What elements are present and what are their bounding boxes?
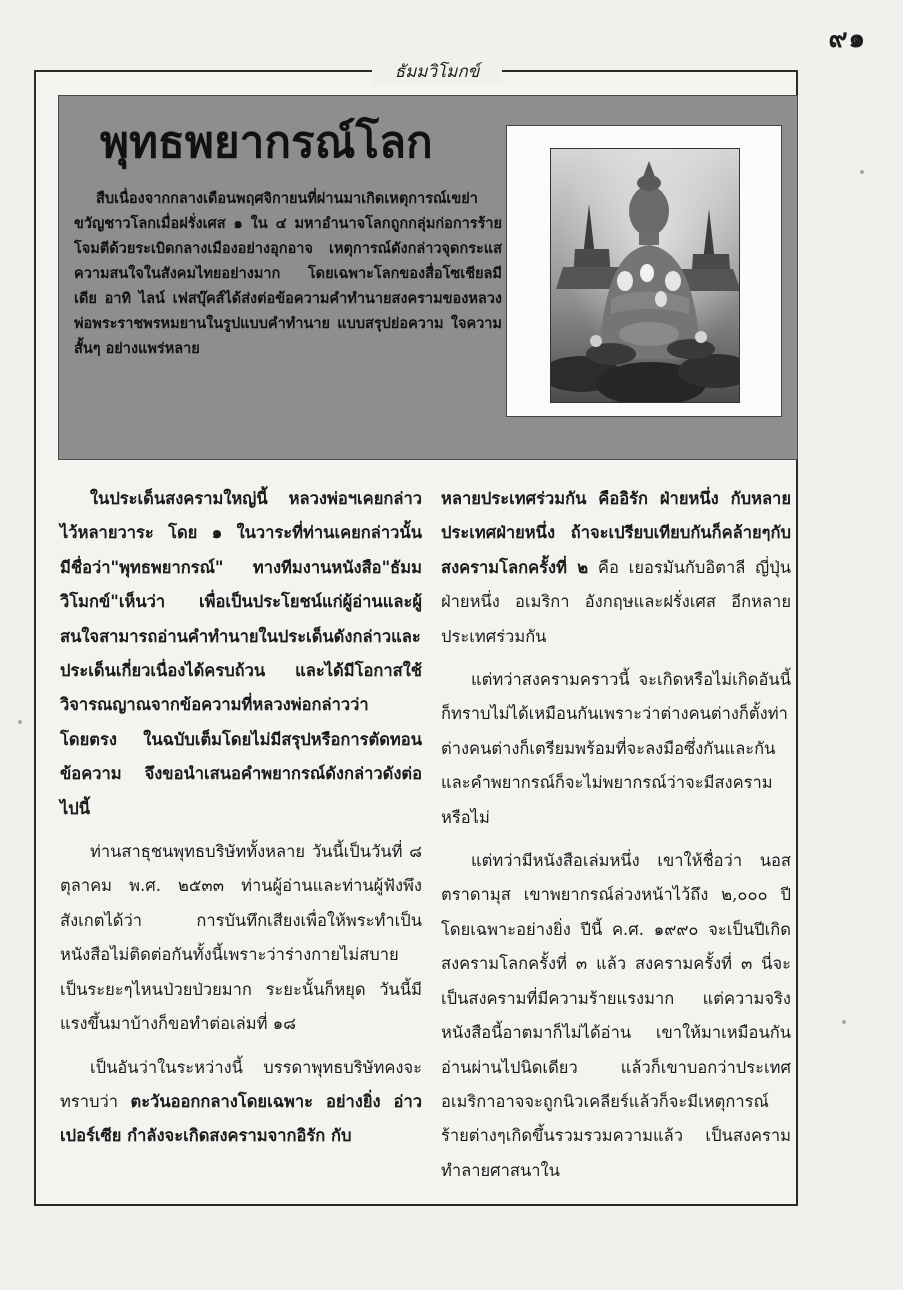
buddha-statue-illustration	[551, 149, 740, 403]
paragraph-middle-east-bold: ตะวันออกกลางโดยเฉพาะ อย่างยิ่ง อ่าวเปอร์เซีย กำลังจะเกิดสงครามจากอิรัก กับ	[60, 1091, 422, 1146]
running-head: ธัมมวิโมกข์	[372, 58, 502, 85]
paragraph-nostradamus: แต่ทว่ามีหนังสือเล่มหนึ่ง เขาให้ชื่อว่า นอสตราดามุส เขาพยากรณ์ล่วงหน้าไว้ถึง ๒,๐๐๐ ปี โดยเฉพาะอย่างยิ่ง ปีนี้ ค.ศ. ๑๙๙๐ จะเป็นปีเกิด สงครามโลกครั้งที่ ๓ แล้ว สงครามครั้งที่ ๓ นี่จะเป็นสงครามที่มีความร้ายแรงมาก แต่ความจริงหนังสือนี้อาตมาก็ไม่ได้อ่าน เขาให้มาเหมือนกัน อ่านผ่านไปนิดเดียว แล้วก็เขาบอกว่าประเทศอเมริกาอาจจะถูกนิวเคลียร์แล้วก็จะมีเหตุการณ์ร้ายต่างๆเกิดขึ้นรวมรวมความแล้ว เป็นสงครามทำลายศาสนาใน	[441, 851, 791, 1180]
paragraph-continuation-bold: หลายประเทศร่วมกัน คืออิรัก ฝ่ายหนึ่ง กับหลายประเทศฝ่ายหนึ่ง ถ้าจะเปรียบเทียบกันก็คล้ายๆกับสงครามโลกครั้งที่ ๒	[441, 489, 791, 577]
paragraph-middle-east	[60, 1051, 422, 1154]
paragraph-war-uncertain: แต่ทว่าสงครามคราวนี้ จะเกิดหรือไม่เกิดอันนี้ก็ทราบไม่ได้เหมือนกันเพราะว่าต่างคนต่างก็ตั้งท่า ต่างคนต่างก็เตรียมพร้อมที่จะลงมือซึ่งกันและกัน และคำพยากรณ์ก็จะไม่พยากรณ์ว่าจะมีสงคราม หรือไม่	[441, 670, 791, 827]
feature-title: พุทธพยากรณ์โลก	[100, 117, 433, 168]
feature-intro-text: สืบเนื่องจากกลางเดือนพฤศจิกายนที่ผ่านมาเกิดเหตุการณ์เขย่าขวัญชาวโลกเมื่อฝรั่งเศส ๑ ใน ๔ มหาอำนาจโลกถูกกลุ่มก่อการร้ายโจมตีด้วยระเบิดกลางเมืองอย่างอุกอาจ เหตุการณ์ดังกล่าวจุดกระแสความสนใจในสังคมไทยอย่างมาก โดยเฉพาะโลกของสื่อโซเชียลมีเดีย อาทิ ไลน์ เฟสบุ๊คส์ได้ส่งต่อข้อความคำทำนายสงครามของหลวงพ่อพระราชพรหมยานในรูปแบบคำทำนาย แบบสรุปย่อความ ใจความสั้นๆ อย่างแพร่หลาย	[74, 190, 502, 357]
paper-speck	[842, 1020, 846, 1024]
buddha-statue-photo	[550, 148, 740, 403]
paragraph-intro: ในประเด็นสงครามใหญ่นี้ หลวงพ่อฯเคยกล่าวไว้หลายวาระ โดย ๑ ในวาระที่ท่านเคยกล่าวนั้นมีชื่อว่า"พุทธพยากรณ์" ทางทีมงานหนังสือ"ธัมมวิโมกข์"เห็นว่า เพื่อเป็นประโยชน์แก่ผู้อ่านและผู้สนใจสามารถอ่านคำทำนายในประเด็นดังกล่าวและประเด็นเกี่ยวเนื่องได้ครบถ้วน และได้มีโอกาสใช้วิจารณญาณจากข้อความที่หลวงพ่อกล่าวว่าโดยตรง ในฉบับเต็มโดยไม่มีสรุปหรือการตัดทอนข้อความ จึงขอนำเสนอคำพยากรณ์ดังกล่าวดังต่อไปนี้	[60, 489, 422, 818]
article-body	[60, 482, 792, 1182]
paper-speck	[18, 720, 22, 724]
feature-intro	[74, 186, 502, 361]
page-number: ๙๑	[828, 24, 866, 54]
left-column	[60, 482, 422, 1163]
paragraph-continuation-rest: คือ เยอรมันกับอิตาลี ญี่ปุ่น ฝ่ายหนึ่ง อเมริกา อังกฤษและฝรั่งเศส อีกหลายประเทศร่วมกัน	[441, 557, 791, 646]
paper-speck	[860, 170, 864, 174]
paragraph-middle-east-start: เป็นอันว่าในระหว่างนี้ บรรดาพุทธบริษัทคงจะทราบว่า	[60, 1057, 422, 1111]
paragraph-date: ท่านสาธุชนพุทธบริษัททั้งหลาย วันนี้เป็นวันที่ ๘ ตุลาคม พ.ศ. ๒๕๓๓ ท่านผู้อ่านและท่านผู้ฟังพึงสังเกตได้ว่า การบันทึกเสียงเพื่อให้พระทำเป็นหนังสือไม่ติดต่อกันทั้งนี้เพราะว่าร่างกายไม่สบายเป็นระยะๆไหนป่วยป่วยมาก ระยะนั้นก็หยุด วันนี้มีแรงขึ้นมาบ้างก็ขอทำต่อเล่มที่ ๑๘	[60, 842, 422, 1034]
right-column	[441, 482, 791, 1197]
paragraph-continuation	[441, 482, 791, 654]
